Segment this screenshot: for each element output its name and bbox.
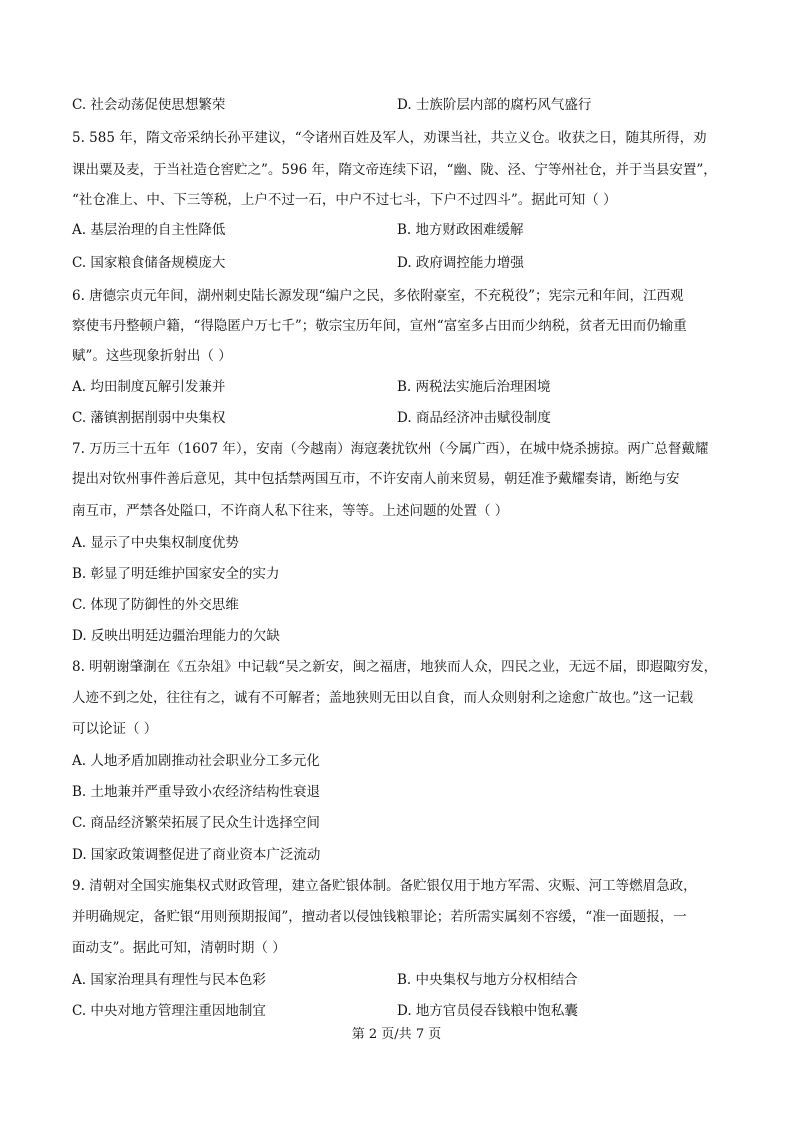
- q9-option-c: C. 中央对地方管理注重因地制宜: [72, 1003, 266, 1019]
- q7-stem-line-1: 7. 万历三十五年（1607 年），安南（今越南）海寇袭扰钦州（今属广西），在城中烧杀掳掠。两广总督戴耀: [72, 441, 709, 457]
- q5-option-a: A. 基层治理的自主性降低: [72, 222, 226, 238]
- q8-stem-line-2: 人迹不到之处，往往有之，诚有不可解者；盖地狭则无田以自食，而人众则射利之途愈广故也。”这一记载: [72, 690, 694, 706]
- q7-stem-line-2: 提出对钦州事件善后意见，其中包括禁两国互市，不许安南人前来贸易，朝廷准予戴耀奏请，断绝与安: [72, 471, 680, 487]
- q6-stem-line-1: 6. 唐德宗贞元年间，湖州刺史陆长源发现“编户之民，多依附豪室，不充税役”；宪宗元和年间，江西观: [72, 288, 684, 304]
- q5-stem-line-3: “社仓准上、中、下三等税，上户不过一石，中户不过七斗，下户不过四斗”。据此可知（ ）: [72, 192, 617, 208]
- q9-option-b: B. 中央集权与地方分权相结合: [397, 972, 578, 988]
- q7-option-b: B. 彰显了明廷维护国家安全的实力: [72, 566, 280, 582]
- q4-option-c: C. 社会动荡促使思想繁荣: [72, 97, 226, 113]
- q8-option-a: A. 人地矛盾加剧推动社会职业分工多元化: [72, 753, 320, 769]
- q6-stem-line-3: 赋”。这些现象折射出（ ）: [72, 348, 232, 364]
- q9-option-a: A. 国家治理具有理性与民本色彩: [72, 972, 266, 988]
- q9-stem-line-3: 面动支”。据此可知，清朝时期（ ）: [72, 940, 286, 956]
- q7-stem-line-3: 南互市，严禁各处隘口，不许商人私下往来，等等。上述问题的处置（ ）: [72, 503, 509, 519]
- q5-option-b: B. 地方财政困难缓解: [397, 222, 524, 238]
- q5-stem-line-1: 5. 585 年，隋文帝采纳长孙平建议，“令诸州百姓及军人，劝课当社，共立义仓。收获之日，随其所得，劝: [72, 130, 707, 146]
- q9-stem-line-1: 9. 清朝对全国实施集权式财政管理，建立备贮银体制。备贮银仅用于地方军需、灾赈、河工等燃眉急政，: [72, 878, 697, 894]
- q6-option-b: B. 两税法实施后治理困境: [397, 379, 551, 395]
- q8-stem-line-3: 可以论证（ ）: [72, 721, 158, 737]
- page-number: 第 2 页/共 7 页: [351, 1027, 442, 1042]
- q7-option-c: C. 体现了防御性的外交思维: [72, 597, 239, 613]
- q6-option-a: A. 均田制度瓦解引发兼并: [72, 379, 226, 395]
- q5-stem-line-2: 课出粟及麦，于当社造仓窖贮之”。596 年，隋文帝连续下诏，“幽、陇、泾、宁等州社仓，并于当县安置”，: [72, 162, 717, 178]
- q4-option-d: D. 士族阶层内部的腐朽风气盛行: [397, 97, 592, 113]
- q8-stem-line-1: 8. 明朝谢肇淛在《五杂俎》中记载“吴之新安，闽之福唐，地狭而人众，四民之业，无远不届，即遐陬穷发，: [72, 659, 718, 675]
- q8-option-c: C. 商品经济繁荣拓展了民众生计选择空间: [72, 815, 320, 831]
- q5-option-c: C. 国家粮食储备规模庞大: [72, 255, 226, 271]
- q5-option-d: D. 政府调控能力增强: [397, 255, 524, 271]
- q9-option-d: D. 地方官员侵吞钱粮中饱私囊: [397, 1003, 578, 1019]
- q6-option-c: C. 藩镇割据削弱中央集权: [72, 410, 226, 426]
- q8-option-d: D. 国家政策调整促进了商业资本广泛流动: [72, 847, 321, 863]
- q7-option-a: A. 显示了中央集权制度优势: [72, 535, 239, 551]
- q6-stem-line-2: 察使韦丹整顿户籍，“得隐匿户万七千”；敬宗宝历年间，宣州“富室多占田而少纳税，贫者无田而仍输重: [72, 318, 687, 334]
- q8-option-b: B. 土地兼并严重导致小农经济结构性衰退: [72, 784, 321, 800]
- q7-option-d: D. 反映出明廷边疆治理能力的欠缺: [72, 628, 280, 644]
- q9-stem-line-2: 并明确规定，备贮银“用则预期报闻”，擅动者以侵蚀钱粮罪论；若所需实属刻不容缓，“准一面题报，一: [72, 909, 687, 925]
- q6-option-d: D. 商品经济冲击赋役制度: [397, 410, 551, 426]
